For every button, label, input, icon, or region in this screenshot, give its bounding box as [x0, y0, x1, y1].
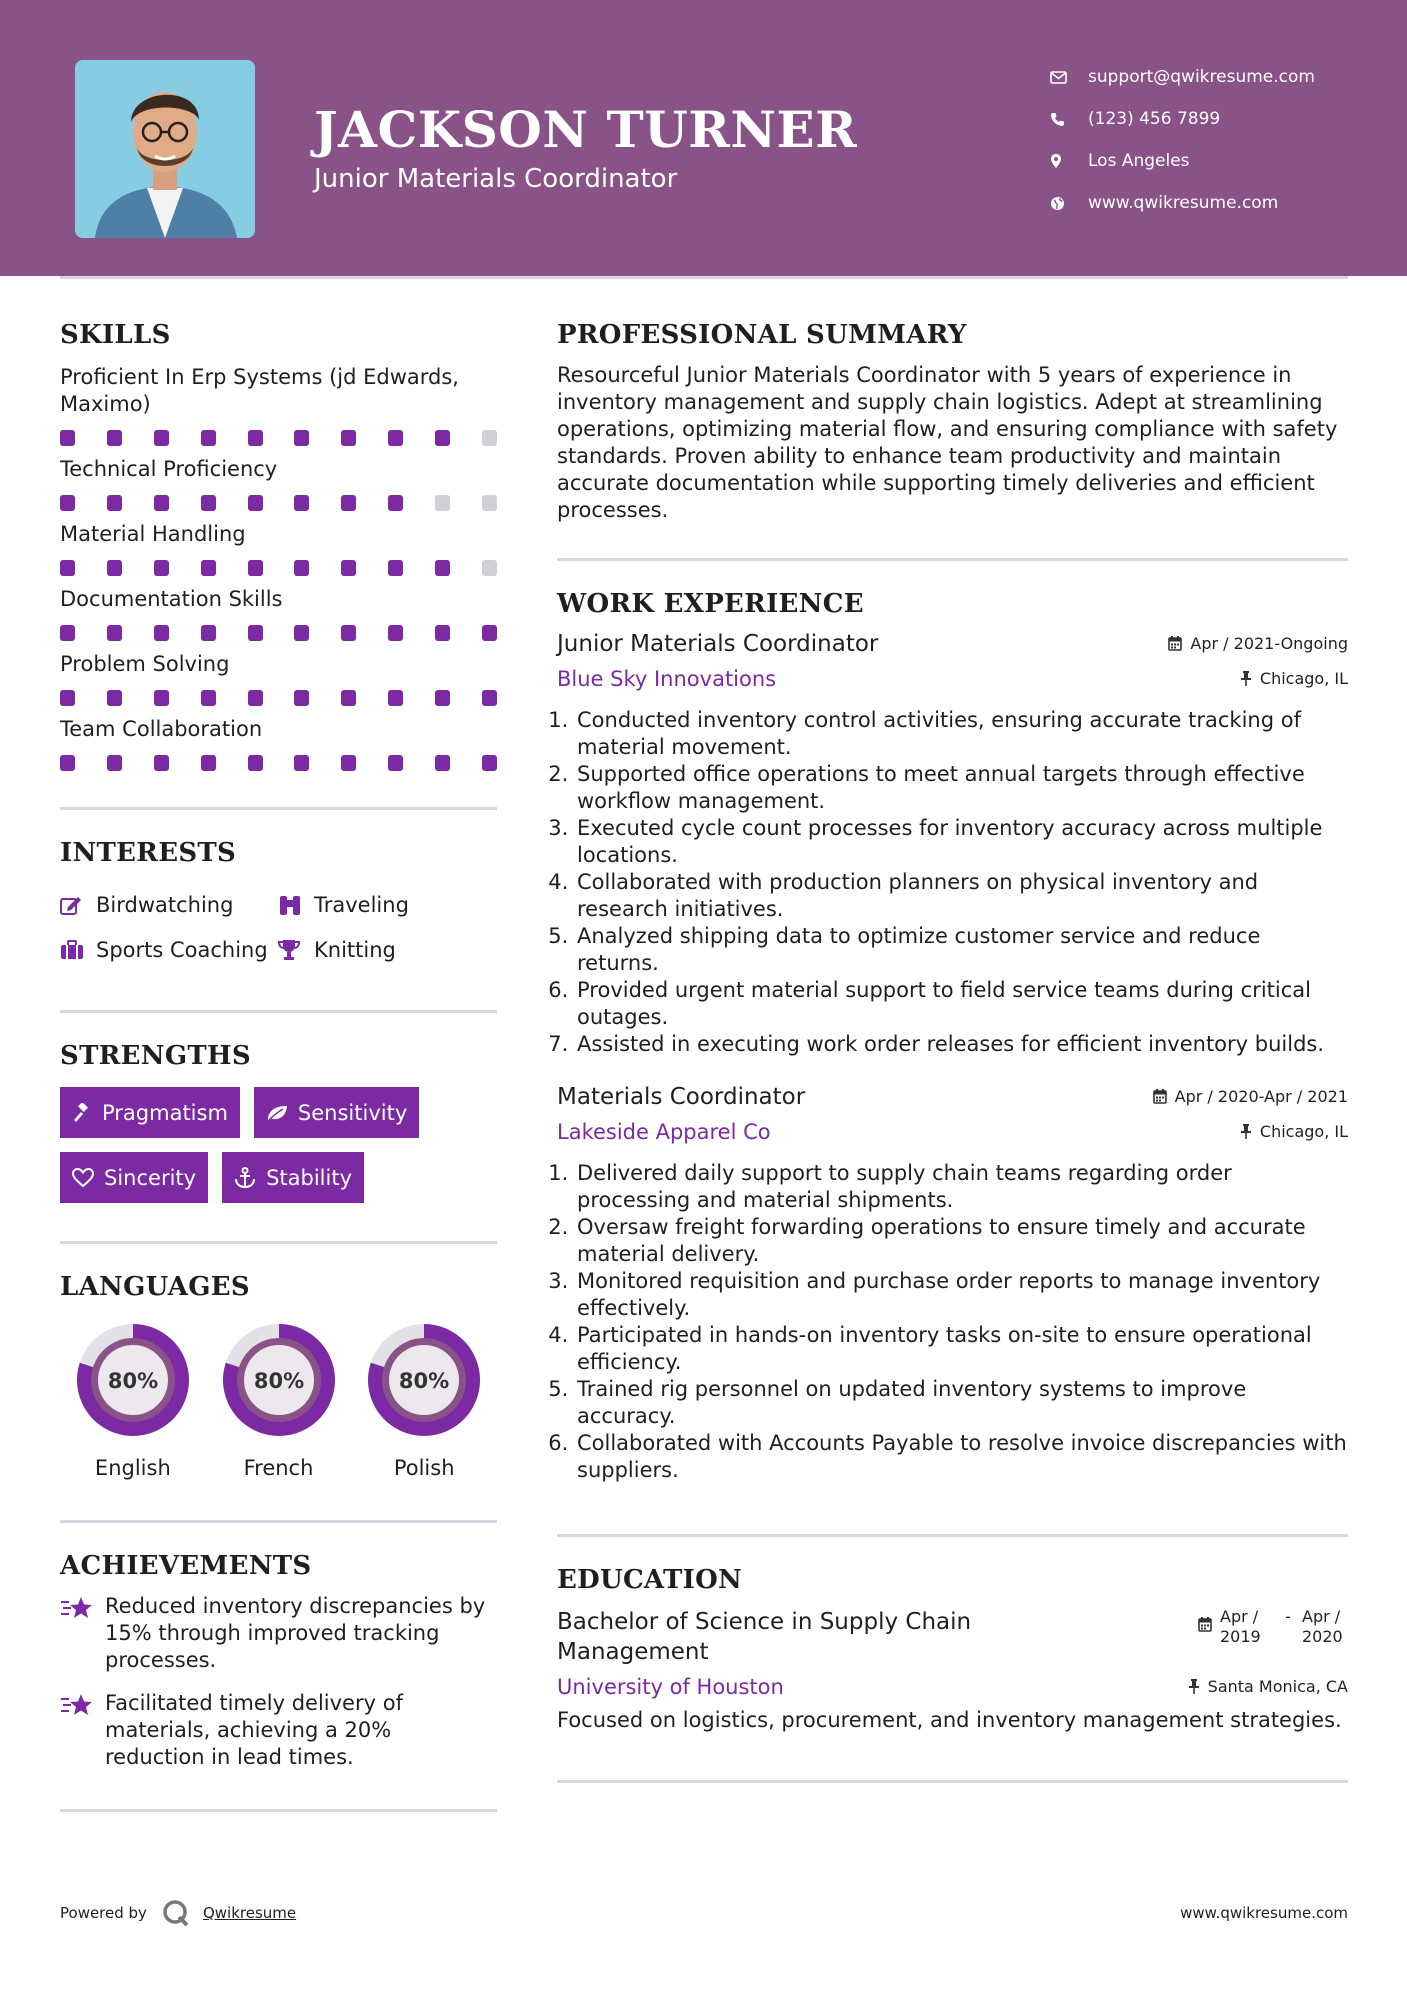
rating-dot	[201, 495, 216, 511]
language-percent: 80%	[399, 1369, 450, 1393]
experience-title: WORK EXPERIENCE	[557, 589, 864, 619]
education-head	[557, 1607, 1348, 1667]
language-ring	[362, 1318, 486, 1442]
contact-phone-text: (123) 456 7899	[1088, 109, 1221, 129]
language-percent: 80%	[107, 1369, 158, 1393]
rating-dot	[201, 755, 216, 771]
rating-dot	[435, 560, 450, 576]
jobs-list	[557, 631, 1348, 1484]
company-name: Blue Sky Innovations	[557, 667, 777, 691]
rating-dot	[435, 625, 450, 641]
rating-dot	[341, 755, 356, 771]
duty-item: 3. Monitored requisition and purchase order reports to manage inventory effectively.	[575, 1268, 1348, 1322]
rating-dot	[294, 755, 309, 771]
job-location-text: Chicago, IL	[1259, 1122, 1348, 1141]
brand-link[interactable]: Qwikresume	[202, 1904, 297, 1922]
rating-dot	[60, 625, 75, 641]
duty-item: 3. Executed cycle count processes for inventory accuracy across multiple locations.	[575, 815, 1348, 869]
rating-dot	[154, 755, 169, 771]
skill-name: Material Handling	[60, 522, 246, 546]
divider	[557, 1780, 1348, 1783]
rating-dot	[107, 755, 122, 771]
contact-email[interactable]	[1050, 56, 1315, 98]
rating-dot	[294, 625, 309, 641]
qwikresume-logo-icon	[161, 1898, 191, 1928]
interest-label: Traveling	[314, 892, 409, 917]
duty-item: 4. Participated in hands-on inventory tasks on-site to ensure operational efficiency.	[575, 1322, 1348, 1376]
star-icon	[60, 1593, 105, 1674]
job-dates-text: Apr / 2021-Ongoing	[1190, 634, 1348, 653]
calendar-icon	[1168, 636, 1182, 651]
right-column	[557, 320, 1348, 1783]
job-head	[557, 1084, 1348, 1110]
interests-title: INTERESTS	[60, 838, 237, 868]
powered-by	[60, 1898, 296, 1928]
resume-header	[0, 0, 1407, 276]
rating-dot	[341, 430, 356, 446]
skill-name: Proficient In Erp Systems (jd Edwards, Maximo)	[60, 365, 459, 416]
duty-item: 6. Collaborated with Accounts Payable to resolve invoice discrepancies with suppliers.	[575, 1430, 1348, 1484]
footer-website[interactable]: www.qwikresume.com	[1180, 1904, 1348, 1922]
achievements-section	[60, 1551, 497, 1771]
pin-icon	[1240, 1124, 1252, 1139]
skills-title: SKILLS	[60, 320, 171, 350]
rating-dot	[435, 495, 450, 511]
interest-item	[60, 927, 278, 972]
interest-item	[278, 882, 409, 927]
skill-rating	[60, 495, 497, 511]
strength-tag	[60, 1152, 208, 1203]
summary-text: Resourceful Junior Materials Coordinator with 5 years of experience in inventory management and supply chain logistics. Adept at streamlining operations, optimizing material flow, and ensuring compliance with safety standards. Proven ability to enhance team productivity and maintain accurate documentation while supporting timely deliveries and efficient processes.	[557, 363, 1338, 522]
globe-icon	[1050, 196, 1088, 211]
strength-label: Pragmatism	[102, 1100, 228, 1125]
duty-item: 5. Analyzed shipping data to optimize customer service and reduce returns.	[575, 923, 1348, 977]
skill-name: Team Collaboration	[60, 717, 263, 741]
job-entry	[557, 631, 1348, 1058]
strength-tag	[222, 1152, 364, 1203]
job-entry	[557, 1084, 1348, 1484]
achievements-title: ACHIEVEMENTS	[60, 1551, 312, 1581]
duty-item: 6. Provided urgent material support to field service teams during critical outages.	[575, 977, 1348, 1031]
contact-location-text: Los Angeles	[1088, 151, 1190, 171]
rating-dot	[107, 560, 122, 576]
envelope-icon	[1050, 71, 1088, 84]
divider	[557, 1534, 1348, 1537]
achievement-item	[60, 1690, 497, 1771]
strengths-list	[60, 1087, 497, 1217]
skill-rating	[60, 430, 497, 446]
candidate-title: Junior Materials Coordinator	[314, 164, 678, 194]
skill-rating	[60, 755, 497, 771]
duty-item: 2. Supported office operations to meet annual targets through effective workflow management.	[575, 761, 1348, 815]
strength-label: Sensitivity	[297, 1100, 408, 1125]
rating-dot	[435, 690, 450, 706]
binoculars-icon	[278, 894, 314, 916]
rating-dot	[294, 690, 309, 706]
trophy-icon	[278, 939, 314, 961]
job-dates-text: Apr / 2020-Apr / 2021	[1174, 1087, 1348, 1106]
rating-dot	[60, 755, 75, 771]
skills-section	[60, 320, 497, 771]
divider	[60, 1241, 497, 1244]
rating-dot	[154, 495, 169, 511]
skill-name: Documentation Skills	[60, 587, 283, 611]
rating-dot	[435, 430, 450, 446]
divider	[60, 1520, 497, 1523]
rating-dot	[248, 755, 263, 771]
duty-item: 7. Assisted in executing work order releases for efficient inventory builds.	[575, 1031, 1348, 1058]
gavel-icon	[72, 1103, 92, 1123]
job-title: Junior Materials Coordinator	[557, 631, 879, 657]
education-location-text: Santa Monica, CA	[1207, 1677, 1348, 1696]
anchor-icon	[234, 1167, 256, 1189]
education-section	[557, 1565, 1348, 1734]
rating-dot	[154, 625, 169, 641]
duty-item: 1. Conducted inventory control activities, ensuring accurate tracking of material movement.	[575, 707, 1348, 761]
pin-icon	[1240, 671, 1252, 686]
contact-website[interactable]	[1050, 182, 1315, 224]
pin-icon	[1188, 1679, 1200, 1694]
duty-item: 1. Delivered daily support to supply chain teams regarding order processing and material shipments.	[575, 1160, 1348, 1214]
heart-icon	[72, 1168, 94, 1188]
skills-list	[60, 364, 497, 771]
rating-dot	[154, 690, 169, 706]
rating-dot	[60, 430, 75, 446]
rating-dot	[154, 560, 169, 576]
rating-dot	[388, 430, 403, 446]
strength-label: Sincerity	[104, 1165, 197, 1190]
education-end: Apr / 2020	[1302, 1607, 1343, 1646]
language-ring	[71, 1318, 195, 1442]
job-title: Materials Coordinator	[557, 1084, 806, 1110]
pencil-square-icon	[60, 895, 96, 915]
job-dates	[1168, 634, 1348, 653]
job-location-text: Chicago, IL	[1259, 669, 1348, 688]
contact-phone[interactable]	[1050, 98, 1315, 140]
job-dates	[1153, 1087, 1348, 1106]
education-location	[1188, 1677, 1348, 1696]
rating-dot	[482, 755, 497, 771]
leaf-icon	[266, 1104, 288, 1122]
contact-email-text: support@qwikresume.com	[1088, 67, 1315, 87]
rating-dot	[201, 690, 216, 706]
interest-label: Sports Coaching	[96, 937, 268, 962]
rating-dot	[154, 430, 169, 446]
map-pin-icon	[1050, 153, 1088, 169]
language-item	[206, 1318, 352, 1480]
rating-dot	[482, 430, 497, 446]
rating-dot	[482, 495, 497, 511]
footer	[60, 1898, 1348, 1928]
rating-dot	[482, 690, 497, 706]
briefcase-icon	[60, 940, 96, 960]
language-item	[60, 1318, 206, 1480]
strengths-title: STRENGTHS	[60, 1041, 251, 1071]
degree-name: Bachelor of Science in Supply Chain Management	[557, 1609, 972, 1665]
rating-dot	[341, 625, 356, 641]
experience-section	[557, 589, 1348, 1484]
language-name: French	[243, 1456, 314, 1480]
language-percent: 80%	[253, 1369, 304, 1393]
rating-dot	[294, 430, 309, 446]
interests-list	[60, 882, 497, 972]
job-location	[1240, 669, 1348, 688]
divider	[60, 807, 497, 810]
language-name: Polish	[393, 1456, 455, 1480]
skill-rating	[60, 560, 497, 576]
strengths-section	[60, 1041, 497, 1217]
interest-label: Birdwatching	[96, 892, 234, 917]
profile-photo	[75, 60, 255, 238]
summary-title: PROFESSIONAL SUMMARY	[557, 320, 967, 350]
strength-label: Stability	[266, 1165, 353, 1190]
languages-section	[60, 1272, 497, 1480]
rating-dot	[435, 755, 450, 771]
rating-dot	[341, 560, 356, 576]
contact-website-text: www.qwikresume.com	[1088, 193, 1279, 213]
education-sub	[557, 1675, 1348, 1699]
rating-dot	[341, 690, 356, 706]
school-name: University of Houston	[557, 1675, 784, 1699]
divider	[557, 558, 1348, 561]
rating-dot	[248, 690, 263, 706]
left-column	[60, 320, 497, 1812]
education-start: Apr / 2019	[1220, 1607, 1261, 1646]
rating-dot	[60, 495, 75, 511]
education-dates: Apr / 2019 - Apr / 2020	[1198, 1607, 1348, 1647]
rating-dot	[60, 560, 75, 576]
job-sub	[557, 1120, 1348, 1144]
education-title: EDUCATION	[557, 1565, 743, 1595]
skill-name: Technical Proficiency	[60, 457, 278, 481]
rating-dot	[248, 625, 263, 641]
achievement-text: Reduced inventory discrepancies by 15% through improved tracking processes.	[105, 1594, 486, 1672]
duty-item: 2. Oversaw freight forwarding operations to ensure timely and accurate material delivery.	[575, 1214, 1348, 1268]
rating-dot	[388, 755, 403, 771]
interest-label: Knitting	[314, 937, 396, 962]
job-location	[1240, 1122, 1348, 1141]
interests-section	[60, 838, 497, 972]
rating-dot	[201, 560, 216, 576]
skill-name: Problem Solving	[60, 652, 230, 676]
rating-dot	[294, 495, 309, 511]
rating-dot	[388, 495, 403, 511]
rating-dot	[107, 690, 122, 706]
skill-rating	[60, 690, 497, 706]
powered-by-text: Powered by	[60, 1904, 147, 1922]
rating-dot	[248, 430, 263, 446]
calendar-icon	[1198, 1617, 1212, 1632]
divider	[60, 1809, 497, 1812]
duty-item: 4. Collaborated with production planners on physical inventory and research initiatives.	[575, 869, 1348, 923]
contact-location	[1050, 140, 1315, 182]
rating-dot	[201, 430, 216, 446]
achievement-item	[60, 1593, 497, 1674]
phone-icon	[1050, 112, 1088, 127]
rating-dot	[107, 625, 122, 641]
duties-list	[557, 707, 1348, 1058]
rating-dot	[388, 690, 403, 706]
language-name: English	[94, 1456, 171, 1480]
rating-dot	[60, 690, 75, 706]
rating-dot	[294, 560, 309, 576]
rating-dot	[388, 625, 403, 641]
rating-dot	[107, 495, 122, 511]
rating-dot	[248, 560, 263, 576]
language-item	[351, 1318, 497, 1480]
strength-tag	[254, 1087, 419, 1138]
rating-dot	[201, 625, 216, 641]
rating-dot	[248, 495, 263, 511]
star-icon	[60, 1690, 105, 1771]
candidate-name: JACKSON TURNER	[314, 100, 858, 159]
rating-dot	[482, 560, 497, 576]
divider	[60, 1010, 497, 1013]
achievement-text: Facilitated timely delivery of materials, achieving a 20% reduction in lead times.	[105, 1691, 403, 1769]
rating-dot	[388, 560, 403, 576]
education-description: Focused on logistics, procurement, and inventory management strategies.	[557, 1708, 1342, 1732]
job-head	[557, 631, 1348, 657]
rating-dot	[107, 430, 122, 446]
languages-title: LANGUAGES	[60, 1272, 250, 1302]
calendar-icon	[1153, 1089, 1167, 1104]
duties-list	[557, 1160, 1348, 1484]
duty-item: 5. Trained rig personnel on updated inventory systems to improve accuracy.	[575, 1376, 1348, 1430]
rating-dot	[341, 495, 356, 511]
company-name: Lakeside Apparel Co	[557, 1120, 771, 1144]
interest-item	[278, 927, 396, 972]
strength-tag	[60, 1087, 240, 1138]
summary-section	[557, 320, 1348, 524]
skill-rating	[60, 625, 497, 641]
language-ring	[217, 1318, 341, 1442]
contact-list	[1050, 56, 1315, 224]
job-sub	[557, 667, 1348, 691]
rating-dot	[482, 625, 497, 641]
interest-item	[60, 882, 278, 927]
header-divider	[60, 276, 1348, 279]
languages-list	[60, 1318, 497, 1480]
